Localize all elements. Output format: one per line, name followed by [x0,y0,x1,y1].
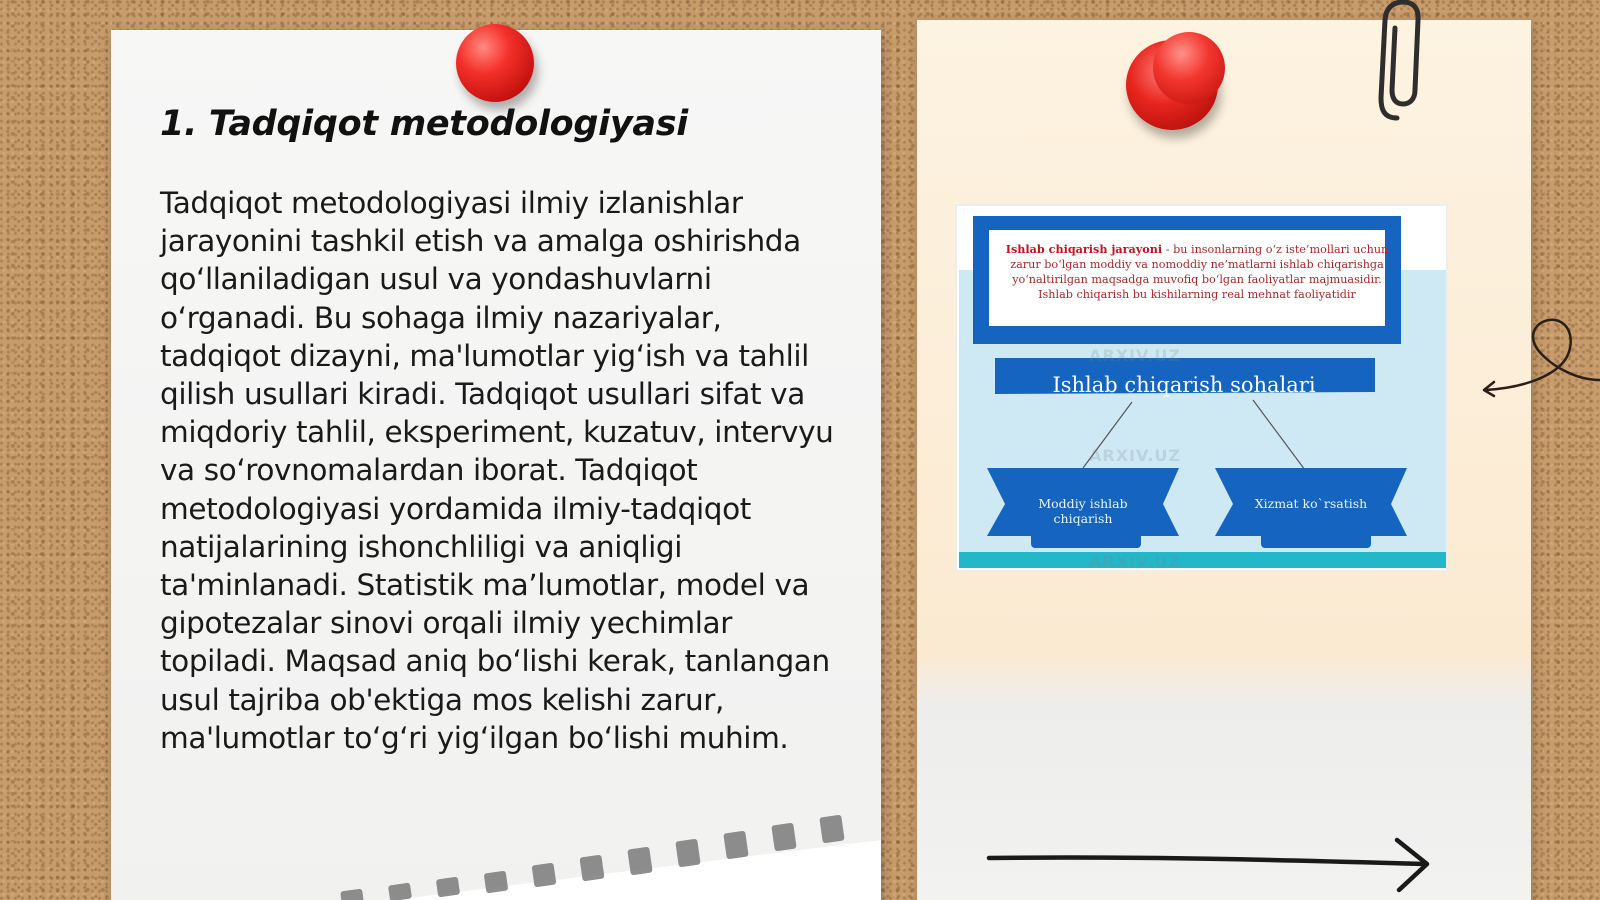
torn-tabs-decoration [311,800,881,900]
leaf-material-production: Moddiy ishlab chiqarish [1038,496,1128,526]
arrow-right-icon [985,836,1445,896]
watermark-text: ARXIV.UZ [1089,446,1181,465]
definition-text [1001,242,1393,302]
scribble-arrow-icon [1480,310,1600,410]
paper-clip-icon [1375,0,1425,130]
watermark-text: ARXIV.UZ [1089,346,1181,365]
definition-body: - bu insonlarning o‘z iste’mollari uchun zarur bo‘lgan moddiy va nomoddiy ne’matlarni ishlab chiqarishga yo‘naltirilgan maqsadga muvofiq bo‘lgan faoliyatlar majmuasidir. Ishlab chiqarish bu kishilarning real mehnat faoliyatidir [1010,243,1389,301]
push-pin-highlight [1153,32,1225,104]
push-pin-icon [456,24,534,102]
leaf-services: Xizmat ko`rsatish [1254,496,1368,511]
section-heading: 1. Tadqiqot metodologiyasi [160,104,688,144]
definition-term: Ishlab chiqarish jarayoni [1005,242,1163,256]
production-diagram-image [955,204,1448,572]
diagram-title: Ishlab chiqarish sohalari [1052,373,1316,397]
watermark-text: ARXIV.UZ [1089,552,1181,571]
body-paragraph: Tadqiqot metodologiyasi ilmiy izlanishlar jarayonini tashkil etish va amalga oshirishda qo‘llaniladigan usul va yondashuvlarni o‘rganadi. Bu sohaga ilmiy nazariyalar, tadqiqot dizayni, ma'lumotlar yig‘ish va tahlil qilish usullari kiradi. Tadqiqot usullari sifat va miqdoriy tahlil, eksperiment, kuzatuv, intervyu va so‘rovnomalardan iborat. Tadqiqot metodologiyasi yordamida ilmiy-tadqiqot natijalarining ishonchliligi va aniqligi ta'minlanadi. Statistik ma’lumotlar, model va gipotezalar sinovi orqali ilmiy yechimlar topiladi. Maqsad aniq bo‘lishi kerak, tanlangan usul tajriba ob'ektiga mos kelishi zarur, ma'lumotlar to‘g‘ri yig‘ilgan bo‘lishi muhim. [160,186,834,755]
